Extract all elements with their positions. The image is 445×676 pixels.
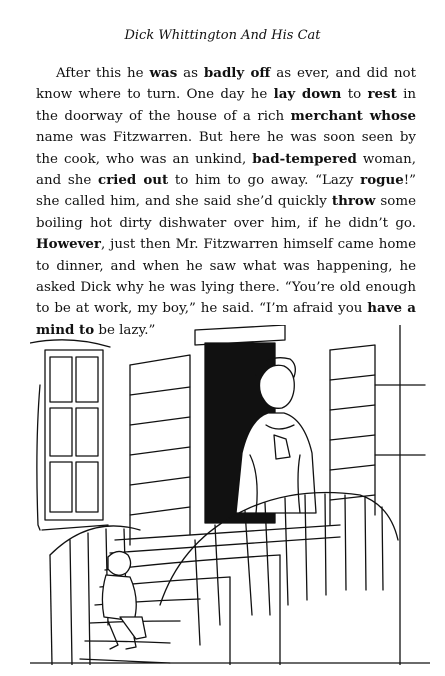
text-run: , just then Mr. Fitzwarren himself came home to dinner, and when he saw what was happening, he asked Dick why he was lying there. “You’re old enough to be at work, my boy,” he said. “I’m afraid you <box>36 237 416 317</box>
text-run: name was Fitzwarren. But here he was soon seen by the cook, who was an unkind, <box>36 130 416 167</box>
bold-word: merchant whose <box>290 107 416 124</box>
text-run: woman, and she <box>36 151 416 189</box>
bold-word: cried out <box>98 172 169 189</box>
text-run: as <box>177 66 204 81</box>
bold-word: However <box>36 236 101 253</box>
bold-word: lay down <box>273 86 342 103</box>
running-head: Dick Whittington And His Cat <box>124 28 321 43</box>
story-illustration <box>30 322 430 665</box>
bold-word: badly off <box>203 65 271 81</box>
window <box>30 340 110 530</box>
text-run: some boiling hot dirty dishwater over him, if he didn’t go. <box>36 194 416 231</box>
text-run: be lazy.” <box>94 322 156 338</box>
text-run: !” she called him, and she said she’d quickly <box>36 173 416 210</box>
text-run: to <box>341 87 368 103</box>
text-run: After this he <box>56 66 150 81</box>
bold-word: have a mind to <box>36 300 416 338</box>
text-run: as ever, and did not know where to turn. One day he <box>36 66 417 103</box>
text-run: to him to go away. “Lazy <box>168 173 361 189</box>
text-run: in the doorway of the house of a rich <box>36 87 416 124</box>
bold-word: rest <box>367 86 397 103</box>
bold-word: rogue <box>360 172 404 189</box>
body-text <box>36 63 416 341</box>
bold-word: was <box>149 65 178 81</box>
bold-word: throw <box>331 193 376 210</box>
right-railing <box>160 493 398 646</box>
bold-word: bad-tempered <box>252 150 357 167</box>
story-paragraph <box>36 63 416 341</box>
